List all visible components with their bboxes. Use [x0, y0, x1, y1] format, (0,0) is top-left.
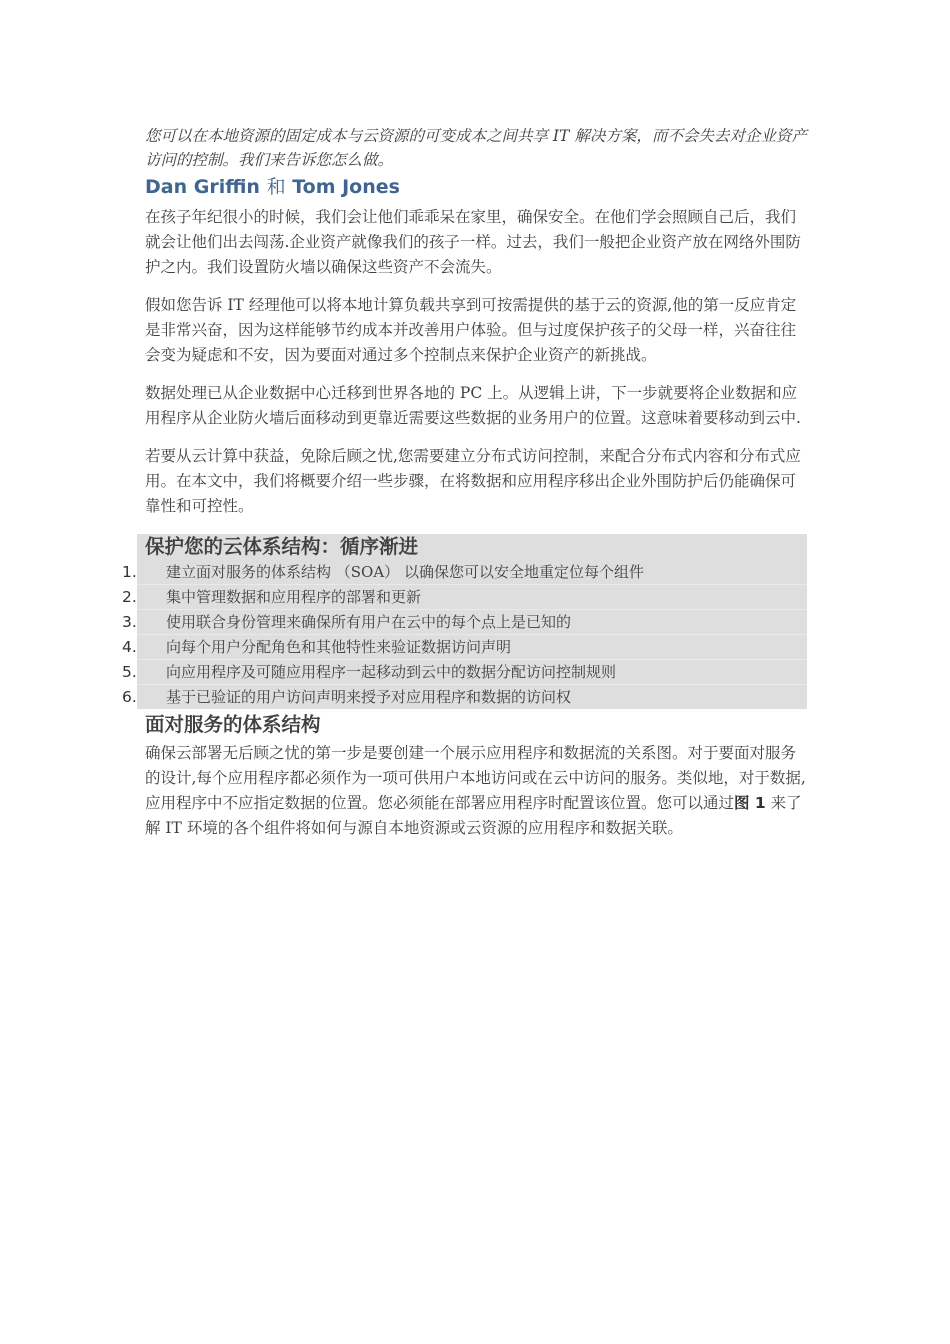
- figure-reference-link[interactable]: 图 1: [734, 794, 766, 812]
- step-text: 建立面对服务的体系结构 （SOA） 以确保您可以安全地重定位每个组件: [166, 563, 644, 581]
- article-byline: [145, 173, 807, 201]
- step-text: 集中管理数据和应用程序的部署和更新: [166, 588, 422, 606]
- step-number: 2.: [122, 588, 137, 606]
- list-item: [122, 560, 807, 584]
- author-name[interactable]: Dan Griffin: [145, 176, 260, 198]
- list-item: [122, 684, 807, 709]
- steps-box-title: 保护您的云体系结构：循序渐进: [145, 535, 419, 558]
- list-item: [122, 634, 807, 659]
- step-text: 基于已验证的用户访问声明来授予对应用程序和数据的访问权: [166, 688, 572, 706]
- byline-conjunction: 和: [266, 176, 286, 198]
- step-number: 5.: [122, 663, 137, 681]
- step-number: 3.: [122, 613, 137, 631]
- article-lead: 您可以在本地资源的固定成本与云资源的可变成本之间共享 IT 解决方案，而不会失去对企业资产访问的控制。我们来告诉您怎么做。: [145, 127, 807, 169]
- body-paragraph: 数据处理已从企业数据中心迁移到世界各地的 PC 上。从逻辑上讲，下一步就要将企业数据和应用程序从企业防火墙后面移动到更靠近需要这些数据的业务用户的位置。这意味着要移动到云中.: [145, 384, 801, 427]
- section-body-start: 确保云部署无后顾之忧的第一步是要创建一个展示应用程序和数据流的关系图。对于要面对服务的设计,每个应用程序都必须作为一项可供用户本地访问或在云中访问的服务。类似地，对于数据,应用程序中不应指定数据的位置。您必须能在部署应用程序时配置该位置。您可以通过: [145, 744, 806, 812]
- author-name[interactable]: Tom Jones: [292, 176, 400, 198]
- step-text: 向每个用户分配角色和其他特性来验证数据访问声明: [166, 638, 512, 656]
- body-paragraph: 假如您告诉 IT 经理他可以将本地计算负载共享到可按需提供的基于云的资源,他的第一反应肯定是非常兴奋，因为这样能够节约成本并改善用户体验。但与过度保护孩子的父母一样，兴奋往往会变为疑虑和不安，因为要面对通过多个控制点来保护企业资产的新挑战。: [145, 296, 797, 364]
- step-text: 使用联合身份管理来确保所有用户在云中的每个点上是已知的: [166, 613, 572, 631]
- list-item: [122, 609, 807, 634]
- section-heading: 面对服务的体系结构: [145, 713, 321, 736]
- article-content: [122, 124, 807, 854]
- list-item: [122, 659, 807, 684]
- step-number: 6.: [122, 688, 137, 706]
- steps-sidebar-box: [122, 534, 807, 709]
- step-number: 4.: [122, 638, 137, 656]
- section-body-end: 来了解 IT 环境的各个组件将如何与源自本地资源或云资源的应用程序和数据关联。: [145, 794, 802, 837]
- body-paragraph: 在孩子年纪很小的时候，我们会让他们乖乖呆在家里，确保安全。在他们学会照顾自己后，我们就会让他们出去闯荡.企业资产就像我们的孩子一样。过去，我们一般把企业资产放在网络外围防护之内。我们设置防火墙以确保这些资产不会流失。: [145, 208, 801, 276]
- body-paragraph: 若要从云计算中获益，免除后顾之忧,您需要建立分布式访问控制，来配合分布式内容和分布式应用。在本文中，我们将概要介绍一些步骤，在将数据和应用程序移出企业外围防护后仍能确保可靠性和可控性。: [145, 447, 801, 515]
- list-item: [122, 584, 807, 609]
- step-text: 向应用程序及可随应用程序一起移动到云中的数据分配访问控制规则: [166, 663, 617, 681]
- body-paragraph: [145, 741, 807, 841]
- steps-list: [122, 560, 807, 709]
- step-number: 1.: [122, 563, 137, 581]
